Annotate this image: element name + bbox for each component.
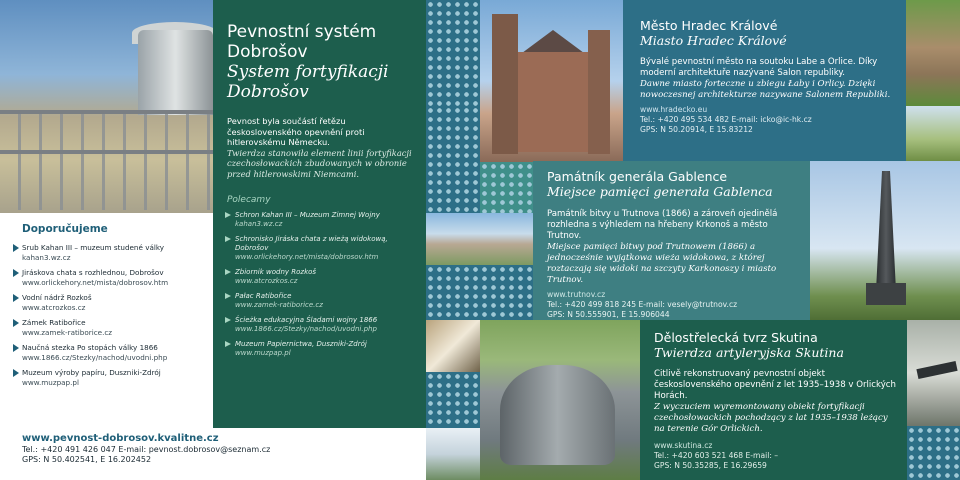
arrow-icon [13,244,19,252]
hradec-text-cz: Bývalé pevnostní město na soutoku Labe a Orlice. Díky moderní architektuře nazývané Salon republiky. [640,57,878,78]
gablenz-text-pl: Miejsce pamięci bitwy pod Trutnowem (1866) a jednocześnie wyjątkowa wieża widokowa, z której roztaczają się widoki na szczyty Karkonoszy i miasto Trutnov. [547,242,777,285]
link[interactable]: www.muzpap.pl [235,349,291,357]
obelisk-photo [810,161,960,320]
dot-pattern [426,265,533,320]
skutina-gps: GPS: N 50.35285, E 16.29659 [654,461,767,470]
fortress-photo [0,0,213,213]
arrow-icon [13,269,19,277]
link[interactable]: www.zamek-ratiborice.cz [235,301,323,309]
link[interactable]: kahan3.wz.cz [22,252,71,262]
arrow-icon [225,317,231,323]
list-item: Vodní nádrž Rozkoš www.atcrozkos.cz [22,293,213,312]
arrow-icon [13,369,19,377]
hradec-phone-email: Tel.: +420 495 534 482 E-mail: icko@ic-hk.cz [640,115,812,124]
arrow-icon [13,344,19,352]
main-title-cz: Pevnostní systém Dobrošov [227,22,377,62]
hradec-title-pl: Miasto Hradec Králové [640,33,787,48]
arrow-icon [13,294,19,302]
bunker-photo [480,320,640,480]
link[interactable]: www.zamek-ratiborice.cz [22,327,113,337]
path-photo [906,106,960,161]
skutina-title-cz: Dělostřelecká tvrz Skutina [654,330,818,345]
polecamy-heading: Polecamy [227,195,271,205]
recommend-panel [0,213,213,428]
gablenz-website-link[interactable]: www.trutnov.cz [547,290,606,299]
ruin-photo [906,0,960,106]
dot-pattern [907,426,960,480]
arrow-icon [225,341,231,347]
dot-pattern [426,0,480,106]
hradec-title-cz: Město Hradec Králové [640,18,778,33]
main-website-link[interactable]: www.pevnost-dobrosov.kvalitne.cz [22,433,219,444]
skutina-phone-email: Tel.: +420 603 521 468 E-mail: – [654,451,779,460]
list-item: Muzeum výroby papíru, Duszniki-Zdrój www.muzpap.pl [22,368,213,387]
main-panel [213,0,426,428]
link[interactable]: www.muzpap.pl [22,377,79,387]
main-phone-email: Tel.: +420 491 426 047 E-mail: pevnost.dobrosov@seznam.cz [22,445,271,454]
skutina-text-pl: Z wyczuciem wyremontowany obiekt fortyfikacji czechosłowackich pochodzący z lat 1935–1938 leżący na terenie Gór Orlickich. [654,402,888,434]
gablenz-title-cz: Památník generála Gablence [547,169,728,184]
hradec-website-link[interactable]: www.hradecko.eu [640,105,708,114]
gablenz-phone-email: Tel.: +420 499 818 245 E-mail: vesely@trutnov.cz [547,300,738,309]
list-item: Schronisko Jiráska chata z wieżą widokową, Dobrošov www.orlickehory.net/mista/dobrosov.htm [227,235,414,262]
arrow-icon [225,212,231,218]
recommend-heading: Doporučujeme [22,223,108,235]
link[interactable]: kahan3.wz.cz [235,220,283,228]
skutina-title-pl: Twierdza artyleryjska Skutina [654,345,844,360]
skutina-website-link[interactable]: www.skutina.cz [654,441,713,450]
link[interactable]: www.1866.cz/Stezky/nachod/uvodni.php [22,352,168,362]
list-item: Schron Kahan III – Muzeum Zimnej Wojny kahan3.wz.cz [227,211,414,229]
dot-pattern [426,372,480,428]
gablenz-title-pl: Miejsce pamięci generała Gablenca [547,184,773,199]
skutina-text-cz: Citlivě rekonstruovaný pevnostní objekt československého opevnění z let 1935–1938 v Orlických Horách. [654,369,896,401]
list-item: Ścieżka edukacyjna Śladami wojny 1866 www.1866.cz/Stezky/nachod/uvodni.php [227,316,414,334]
main-title-pl: System fortyfikacji Dobrošov [227,62,389,102]
arrow-icon [225,236,231,242]
list-item: Jiráskova chata s rozhlednou, Dobrošov www.orlickehory.net/mista/dobrosov.htm [22,268,213,287]
list-item: Zámek Ratibořice www.zamek-ratiborice.cz [22,318,213,337]
link[interactable]: www.orlickehory.net/mista/dobrosov.htm [22,277,169,287]
gablenz-panel [533,161,810,320]
arrow-icon [225,293,231,299]
list-item: Srub Kahan III – muzeum studené války kahan3.wz.cz [22,243,213,262]
link[interactable]: www.atcrozkos.cz [235,277,298,285]
skutina-panel [640,320,907,480]
main-text-pl: Twierdza stanowiła element linii fortyfikacji czechosłowackich zbudowanych w obronie przed hitlerowskimi Niemcami. [227,147,412,179]
interior-photo [426,320,480,372]
arrow-icon [13,319,19,327]
main-text-cz: Pevnost byla součástí řetězu československého opevnění proti hitlerovskému Německu. [227,116,365,147]
arrow-icon [225,269,231,275]
dot-pattern [426,106,480,213]
gablenz-text-cz: Památník bitvy u Trutnova (1866) a zároveň ojedinělá rozhledna s výhledem na hřebeny Krkonoš a město Trutnov. [547,209,778,241]
main-gps: GPS: N 50.402541, E 16.202452 [22,455,152,464]
hradec-panel [623,0,906,161]
list-item: Zbiornik wodny Rozkoš www.atcrozkos.cz [227,268,414,286]
list-item: Pałac Ratibořice www.zamek-ratiborice.cz [227,292,414,310]
church-photo [480,0,623,162]
gablenz-gps: GPS: N 50.555901, E 15.906044 [547,310,670,319]
hradec-text-pl: Dawne miasto forteczne u zbiegu Łaby i Orlicy. Dzięki nowoczesnej architekturze nazywane Salonem Republiki. [640,79,891,100]
list-item: Naučná stezka Po stopách války 1866 www.1866.cz/Stezky/nachod/uvodni.php [22,343,213,362]
town-photo [426,213,533,265]
link[interactable]: www.1866.cz/Stezky/nachod/uvodni.php [235,325,377,333]
main-contact [22,432,442,478]
hradec-gps: GPS: N 50.20914, E 15.83212 [640,125,753,134]
link[interactable]: www.atcrozkos.cz [22,302,86,312]
list-item: Muzeum Papiernictwa, Duszniki-Zdrój www.muzpap.pl [227,340,414,358]
link[interactable]: www.orlickehory.net/mista/dobrosov.htm [235,253,379,261]
cannon-photo [907,320,960,426]
